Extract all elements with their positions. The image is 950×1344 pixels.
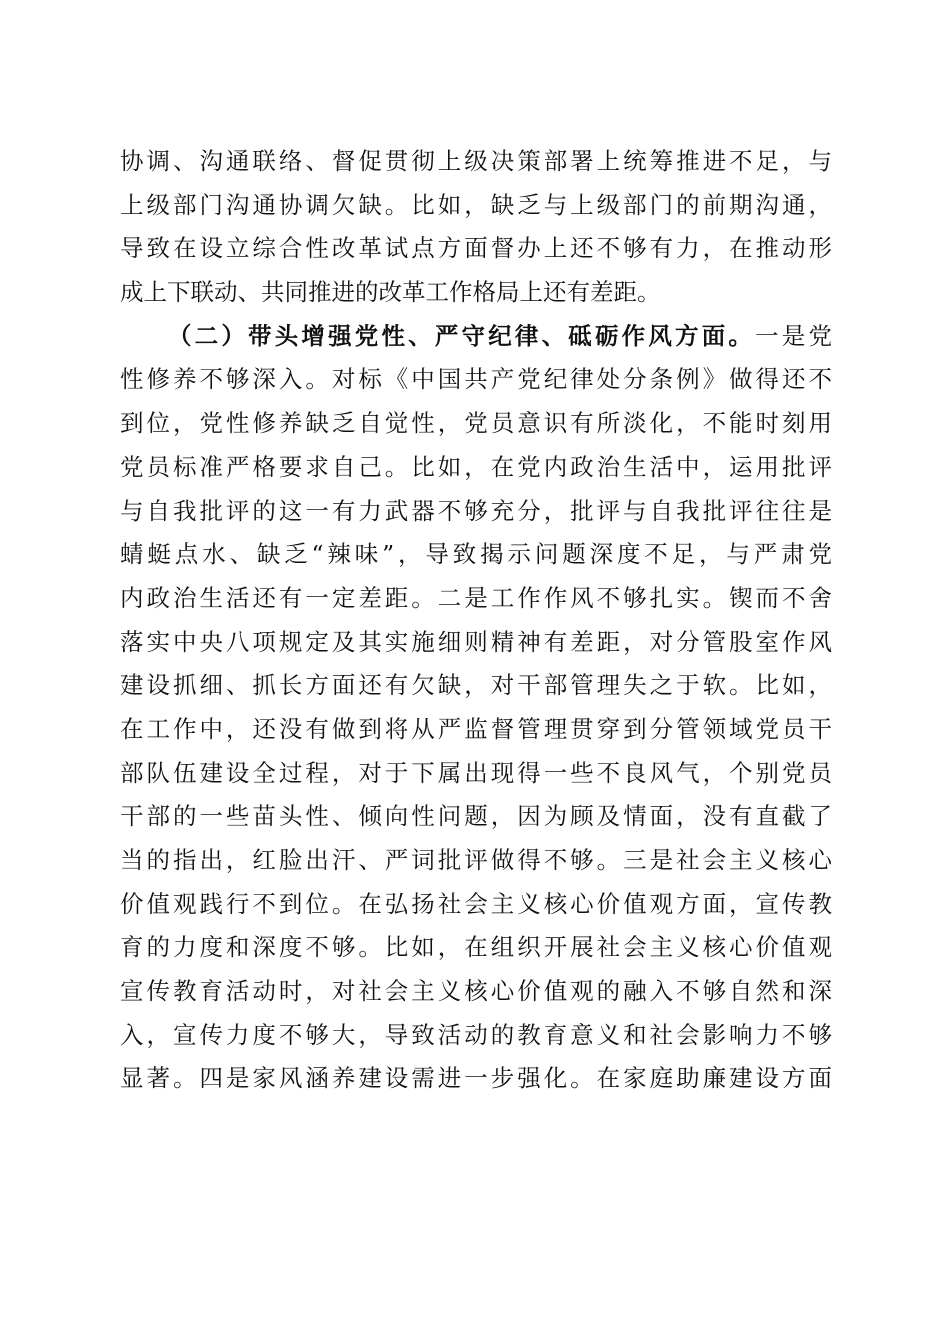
text-line: 党员标准严格要求自己。比如，在党内政治生活中，运用批评 xyxy=(120,452,832,481)
text-line: 在工作中，还没有做到将从严监督管理贯穿到分管领域党员干 xyxy=(120,714,832,743)
text-line: 部队伍建设全过程，对于下属出现得一些不良风气，个别党员 xyxy=(120,758,832,787)
text-line: 干部的一些苗头性、倾向性问题，因为顾及情面，没有直截了 xyxy=(120,802,832,831)
text-line: 性修养不够深入。对标《中国共产党纪律处分条例》做得还不 xyxy=(120,365,832,394)
text-line: 到位，党性修养缺乏自觉性，党员意识有所淡化，不能时刻用 xyxy=(120,409,832,438)
section-heading: （二）带头增强党性、严守纪律、砥砺作风方面。 xyxy=(168,321,756,350)
text-line: 育的力度和深度不够。比如，在组织开展社会主义核心价值观 xyxy=(120,933,832,962)
text-line: 上级部门沟通协调欠缺。比如，缺乏与上级部门的前期沟通， xyxy=(120,190,832,219)
heading-line-rest: 一是党 xyxy=(755,321,832,350)
text-line: 建设抓细、抓长方面还有欠缺，对干部管理失之于软。比如， xyxy=(120,671,832,700)
text-line: 入，宣传力度不够大，导致活动的教育意义和社会影响力不够 xyxy=(120,1020,832,1049)
paragraph-party-spirit xyxy=(120,315,832,1101)
text-line: 价值观践行不到位。在弘扬社会主义核心价值观方面，宣传教 xyxy=(120,889,832,918)
text-line: 导致在设立综合性改革试点方面督办上还不够有力，在推动形 xyxy=(120,234,832,263)
paragraph-coordination xyxy=(120,140,832,315)
text-line: 落实中央八项规定及其实施细则精神有差距，对分管股室作风 xyxy=(120,627,832,656)
text-line: 蜻蜓点水、缺乏“辣味”，导致揭示问题深度不足，与严肃党 xyxy=(120,540,832,569)
text-line: 显著。四是家风涵养建设需进一步强化。在家庭助廉建设方面 xyxy=(120,1064,832,1093)
text-line xyxy=(120,315,832,359)
document-page xyxy=(120,140,832,1101)
text-line: 协调、沟通联络、督促贯彻上级决策部署上统筹推进不足，与 xyxy=(120,147,832,175)
text-line: 宣传教育活动时，对社会主义核心价值观的融入不够自然和深 xyxy=(120,977,832,1006)
text-line: 与自我批评的这一有力武器不够充分，批评与自我批评往往是 xyxy=(120,496,832,525)
text-line: 成上下联动、共同推进的改革工作格局上还有差距。 xyxy=(120,278,661,307)
text-line: 当的指出，红脸出汗、严词批评做得不够。三是社会主义核心 xyxy=(120,846,832,874)
text-line: 内政治生活还有一定差距。二是工作作风不够扎实。锲而不舍 xyxy=(120,583,832,612)
